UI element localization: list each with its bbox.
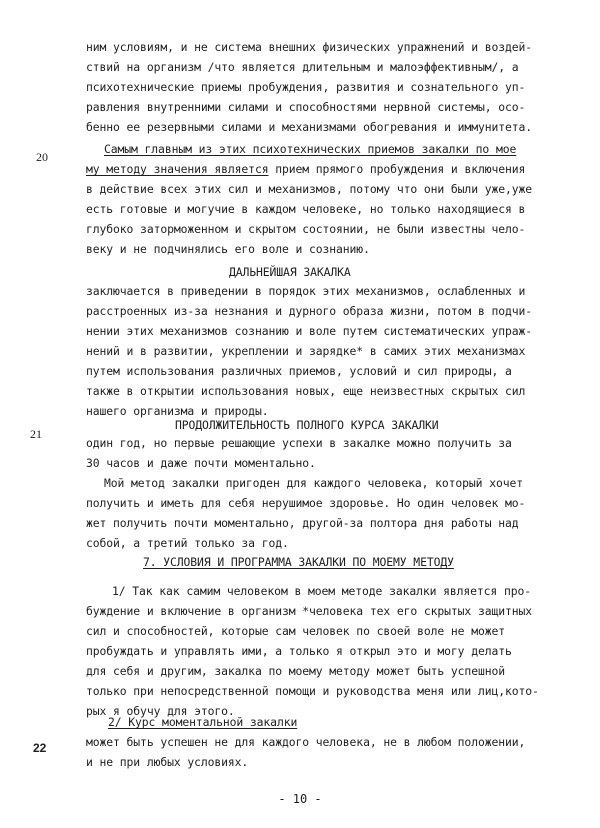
text-line: жет получить почти моментально, другой-за полтора дня работы над (86, 516, 519, 530)
text-line: глубоко заторможенном и скрытом состоянии, не были известны чело- (86, 222, 526, 236)
text-line (86, 159, 576, 179)
text-line: путем использования различных приемов, условий и сил природы, а (86, 364, 512, 378)
margin-number: 22 (33, 741, 47, 755)
text-line: только при непосредственной помощи и руководства меня или лиц,кото- (86, 684, 539, 698)
text-line: веку и не подчинялись его воле и сознанию. (86, 242, 370, 256)
text-line: заключается в приведении в порядок этих механизмов, ослабленных и (86, 284, 526, 298)
text-line: нении этих механизмов сознанию и воле путем систематических упраж- (86, 324, 533, 338)
text-line: расстроенных из-за незнания и дурного образа жизни, потом в подчи- (86, 304, 533, 318)
text-line: 30 часов и даже почти моментально. (86, 456, 316, 470)
section-heading: ДАЛЬНЕЙШАЯ ЗАКАЛКА (229, 265, 351, 279)
text-line: может быть успешен не для каждого человека, не в любом положении, (86, 735, 526, 749)
text-line: получить и иметь для себя нерушимое здоровье. Но один человек мо- (86, 496, 526, 510)
text-line: нений и в развитии, укреплении и зарядке* в самих этих механизмах (86, 344, 526, 358)
text-line: пробуждать и управлять ими, а только я открыл это и могу делать (86, 644, 512, 658)
text-line: буждение и включение в организм *человека тех его скрытых защитных (86, 604, 533, 618)
text-line: психотехнические приемы пробуждения, развития и сознательного уп- (86, 80, 526, 94)
text-line: есть готовые и могучие в каждом человеке, но только находящиеся в (86, 202, 526, 216)
text-line: собой, а третий только за год. (86, 536, 289, 550)
margin-number: 21 (30, 427, 42, 441)
text-line: ствий на организм /что является длительным и малоэффективным/, а (86, 60, 519, 74)
text-line: равления внутренними силами и способностями нервной системы, осо- (86, 100, 526, 114)
subsection-heading: 2/ Курс моментальной закалки (108, 715, 298, 729)
underlined-phrase: му методу значения является (86, 162, 269, 176)
text-line: для себя и другим, закалка по моему методу может быть успешной (86, 664, 505, 678)
text-line: один год, но первые решающие успехи в закалке можно получить за (86, 436, 512, 450)
text-line: Мой метод закалки пригоден для каждого человека, который хочет (104, 476, 523, 490)
text-line: 1/ Так как самим человеком в моем методе закалки является про- (112, 584, 531, 598)
text-line: сил и способностей, которые сам человек по своей воле не может (86, 624, 505, 638)
margin-number: 20 (36, 150, 48, 164)
text-line: рых я обучу для этого. (86, 704, 235, 718)
text-fragment: прием прямого пробуждения и включения (268, 162, 526, 176)
text-line: и не при любых условиях. (86, 755, 249, 769)
text-line: в действие всех этих сил и механизмов, потому что они были уже,уже (86, 182, 533, 196)
text-line: бенно ее резервными силами и механизмами обогревания и иммунитета. (86, 120, 533, 134)
text-line: нашего организма и природы. (86, 404, 269, 418)
text-line: также в открытии использования новых, еще неизвестных скрытых сил (86, 384, 526, 398)
text-line-underlined: Самым главным из этих психотехнических приемов закалки по мое (104, 142, 517, 156)
text-line: ним условиям, и не система внешних физических упражнений и воздей- (86, 40, 533, 54)
section-heading: 7. УСЛОВИЯ И ПРОГРАММА ЗАКАЛКИ ПО МОЕМУ МЕТОДУ (143, 555, 454, 569)
page-number: - 10 - (278, 792, 322, 806)
section-heading: ПРОДОЛЖИТЕЛЬНОСТЬ ПОЛНОГО КУРСА ЗАКАЛКИ (175, 418, 439, 432)
